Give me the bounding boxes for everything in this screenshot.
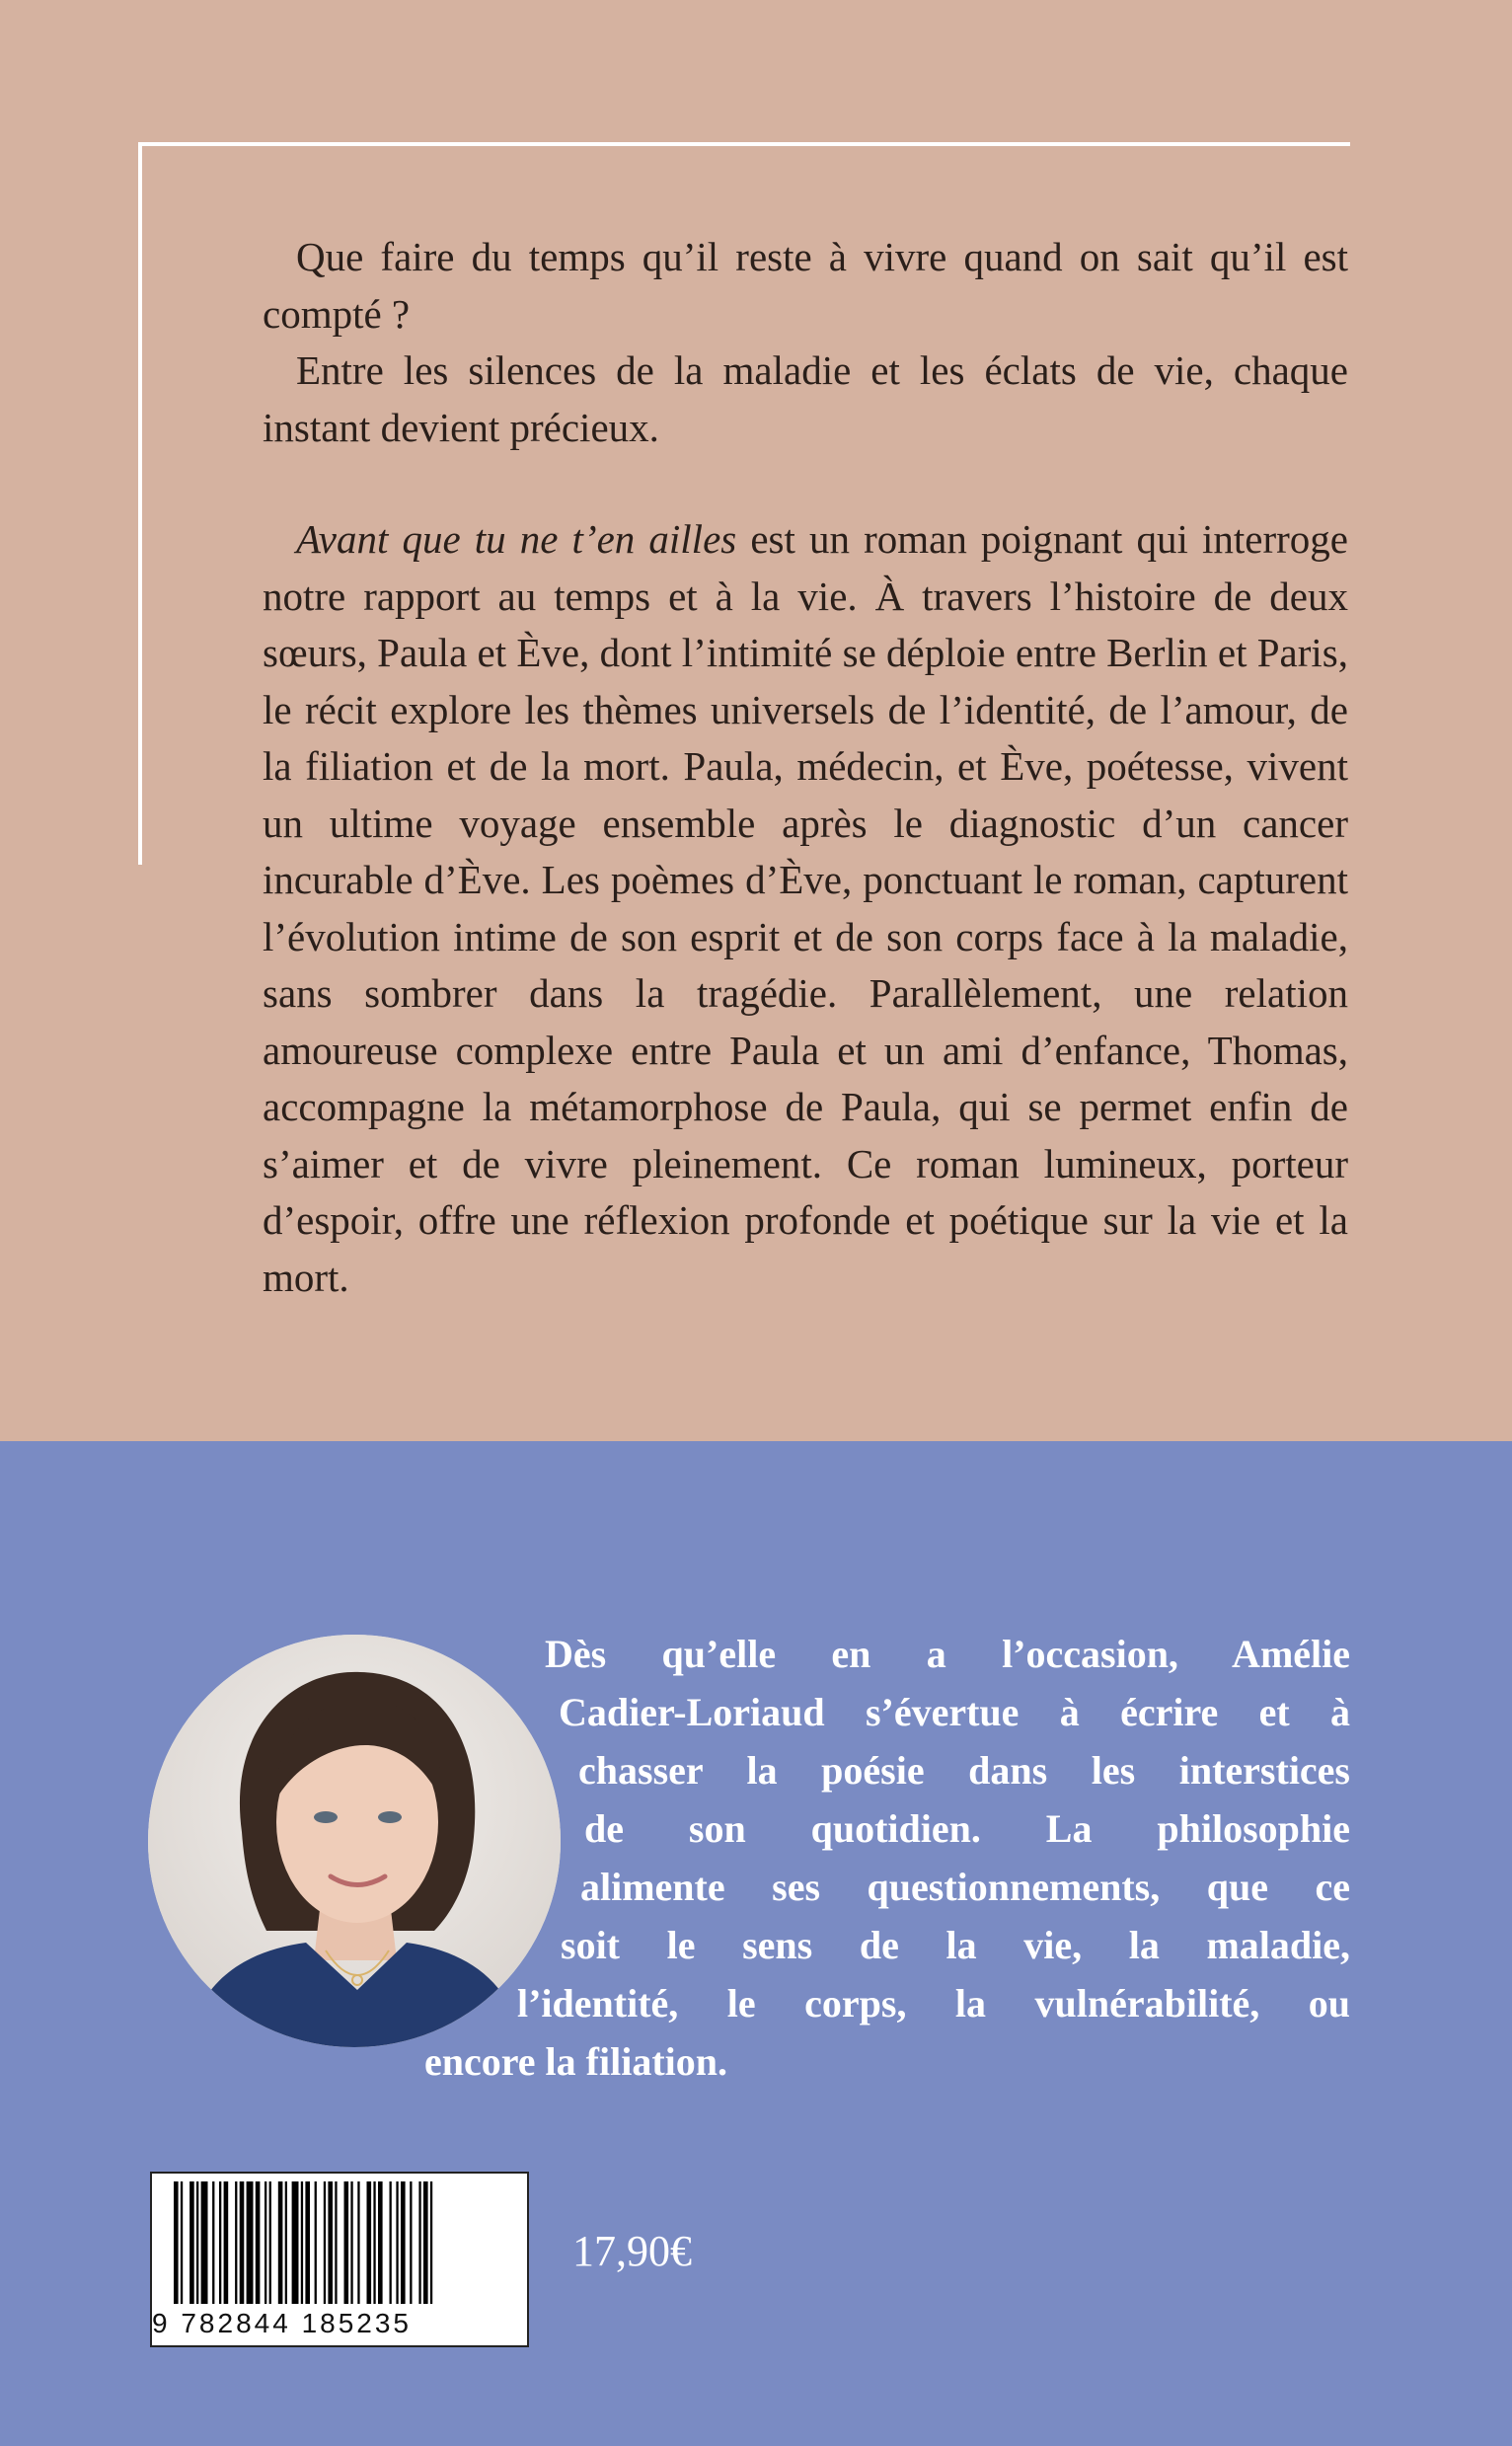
barcode-bar xyxy=(181,2181,183,2304)
frame-left-rule xyxy=(138,142,142,865)
barcode-bar xyxy=(285,2181,287,2304)
barcode-bar xyxy=(373,2181,375,2304)
barcode-bar xyxy=(305,2181,310,2304)
author-bio-line: encore la filiation. xyxy=(424,2039,727,2084)
barcode-bar xyxy=(396,2181,398,2304)
barcode-bar xyxy=(212,2181,214,2304)
barcode-bar xyxy=(174,2181,179,2304)
barcode-bar xyxy=(335,2181,337,2304)
book-title: Avant que tu ne t’en ailles xyxy=(296,516,737,562)
barcode-bar xyxy=(350,2181,352,2304)
barcode-bar xyxy=(344,2181,349,2304)
barcode-bar xyxy=(401,2181,406,2304)
blurb-paragraph-1: Que faire du temps qu’il reste à vivre quand on sait qu’il est compté ? xyxy=(263,234,1348,337)
blurb-paragraph-3 xyxy=(263,511,1348,1306)
author-bio-line: l’identité, le corps, la vulnérabilité, ou xyxy=(517,1981,1350,2026)
back-cover-blurb xyxy=(263,229,1348,1306)
barcode-bar xyxy=(189,2181,194,2304)
barcode-bar xyxy=(410,2181,412,2304)
barcode-bar xyxy=(357,2181,359,2304)
barcode-bar xyxy=(235,2181,237,2304)
barcode-bar xyxy=(418,2181,420,2304)
price: 17,90€ xyxy=(572,2227,692,2275)
author-bio-line: Cadier-Loriaud s’évertue à écrire et à xyxy=(559,1690,1350,1734)
barcode-bar xyxy=(265,2181,266,2304)
barcode-bar xyxy=(378,2181,383,2304)
author-bio-line: de son quotidien. La philosophie xyxy=(584,1806,1350,1851)
author-bio-line: chasser la poésie dans les interstices xyxy=(578,1748,1350,1793)
isbn-barcode xyxy=(150,2172,529,2347)
barcode-bar xyxy=(328,2181,333,2304)
barcode-bar xyxy=(219,2181,221,2304)
barcode-bar xyxy=(324,2181,326,2304)
barcode-bar xyxy=(240,2181,245,2304)
barcode-bar xyxy=(224,2181,229,2304)
author-bio-line: Dès qu’elle en a l’occasion, Amélie xyxy=(545,1632,1350,1676)
blurb-paragraph-3-body: est un roman poignant qui interroge notre rapport au temps et à la vie. À travers l’histoire de deux sœurs, Paula et Ève, dont l’intimité se déploie entre Berlin et Paris, le récit explore les thèmes universels de l’identité, de l’amour, de la filiation et de la mort. Paula, médecin, et Ève, poétesse, vivent un ultime voyage ensemble après le diagnostic d’un cancer incurable d’Ève. Les poèmes d’Ève, ponctuant le roman, capturent l’évolution intime de son esprit et de son corps face à la maladie, sans sombrer dans la tragédie. Parallèlement, une relation amoureuse complexe entre Paula et un ami d’enfance, Thomas, accompagne la métamorphose de Paula, qui se permet enfin de s’aimer et de vivre pleinement. Ce roman lumineux, porteur d’espoir, offre une réflexion profonde et poétique sur la vie et la mort. xyxy=(263,516,1348,1300)
frame-top-rule xyxy=(138,142,1350,146)
author-bio-line: soit le sens de la vie, la maladie, xyxy=(561,1923,1350,1967)
barcode-bar xyxy=(256,2181,261,2304)
barcode-bars xyxy=(152,2174,527,2312)
barcode-bar xyxy=(247,2181,254,2304)
author-bio-line: alimente ses questionnements, que ce xyxy=(580,1865,1350,1909)
barcode-bar xyxy=(430,2181,432,2304)
isbn-digits: 9 782844 185235 xyxy=(152,2308,412,2338)
barcode-bar xyxy=(367,2181,372,2304)
barcode-bar xyxy=(390,2181,392,2304)
barcode-bar xyxy=(423,2181,428,2304)
barcode-bar xyxy=(301,2181,303,2304)
blurb-paragraph-2: Entre les silences de la maladie et les éclats de vie, chaque instant devient précieux. xyxy=(263,347,1348,450)
barcode-bar xyxy=(201,2181,208,2304)
barcode-bar xyxy=(196,2181,198,2304)
barcode-bar xyxy=(315,2181,317,2304)
barcode-bar xyxy=(278,2181,283,2304)
barcode-bar xyxy=(292,2181,299,2304)
barcode-bar xyxy=(269,2181,271,2304)
author-bio xyxy=(418,1625,1350,2091)
